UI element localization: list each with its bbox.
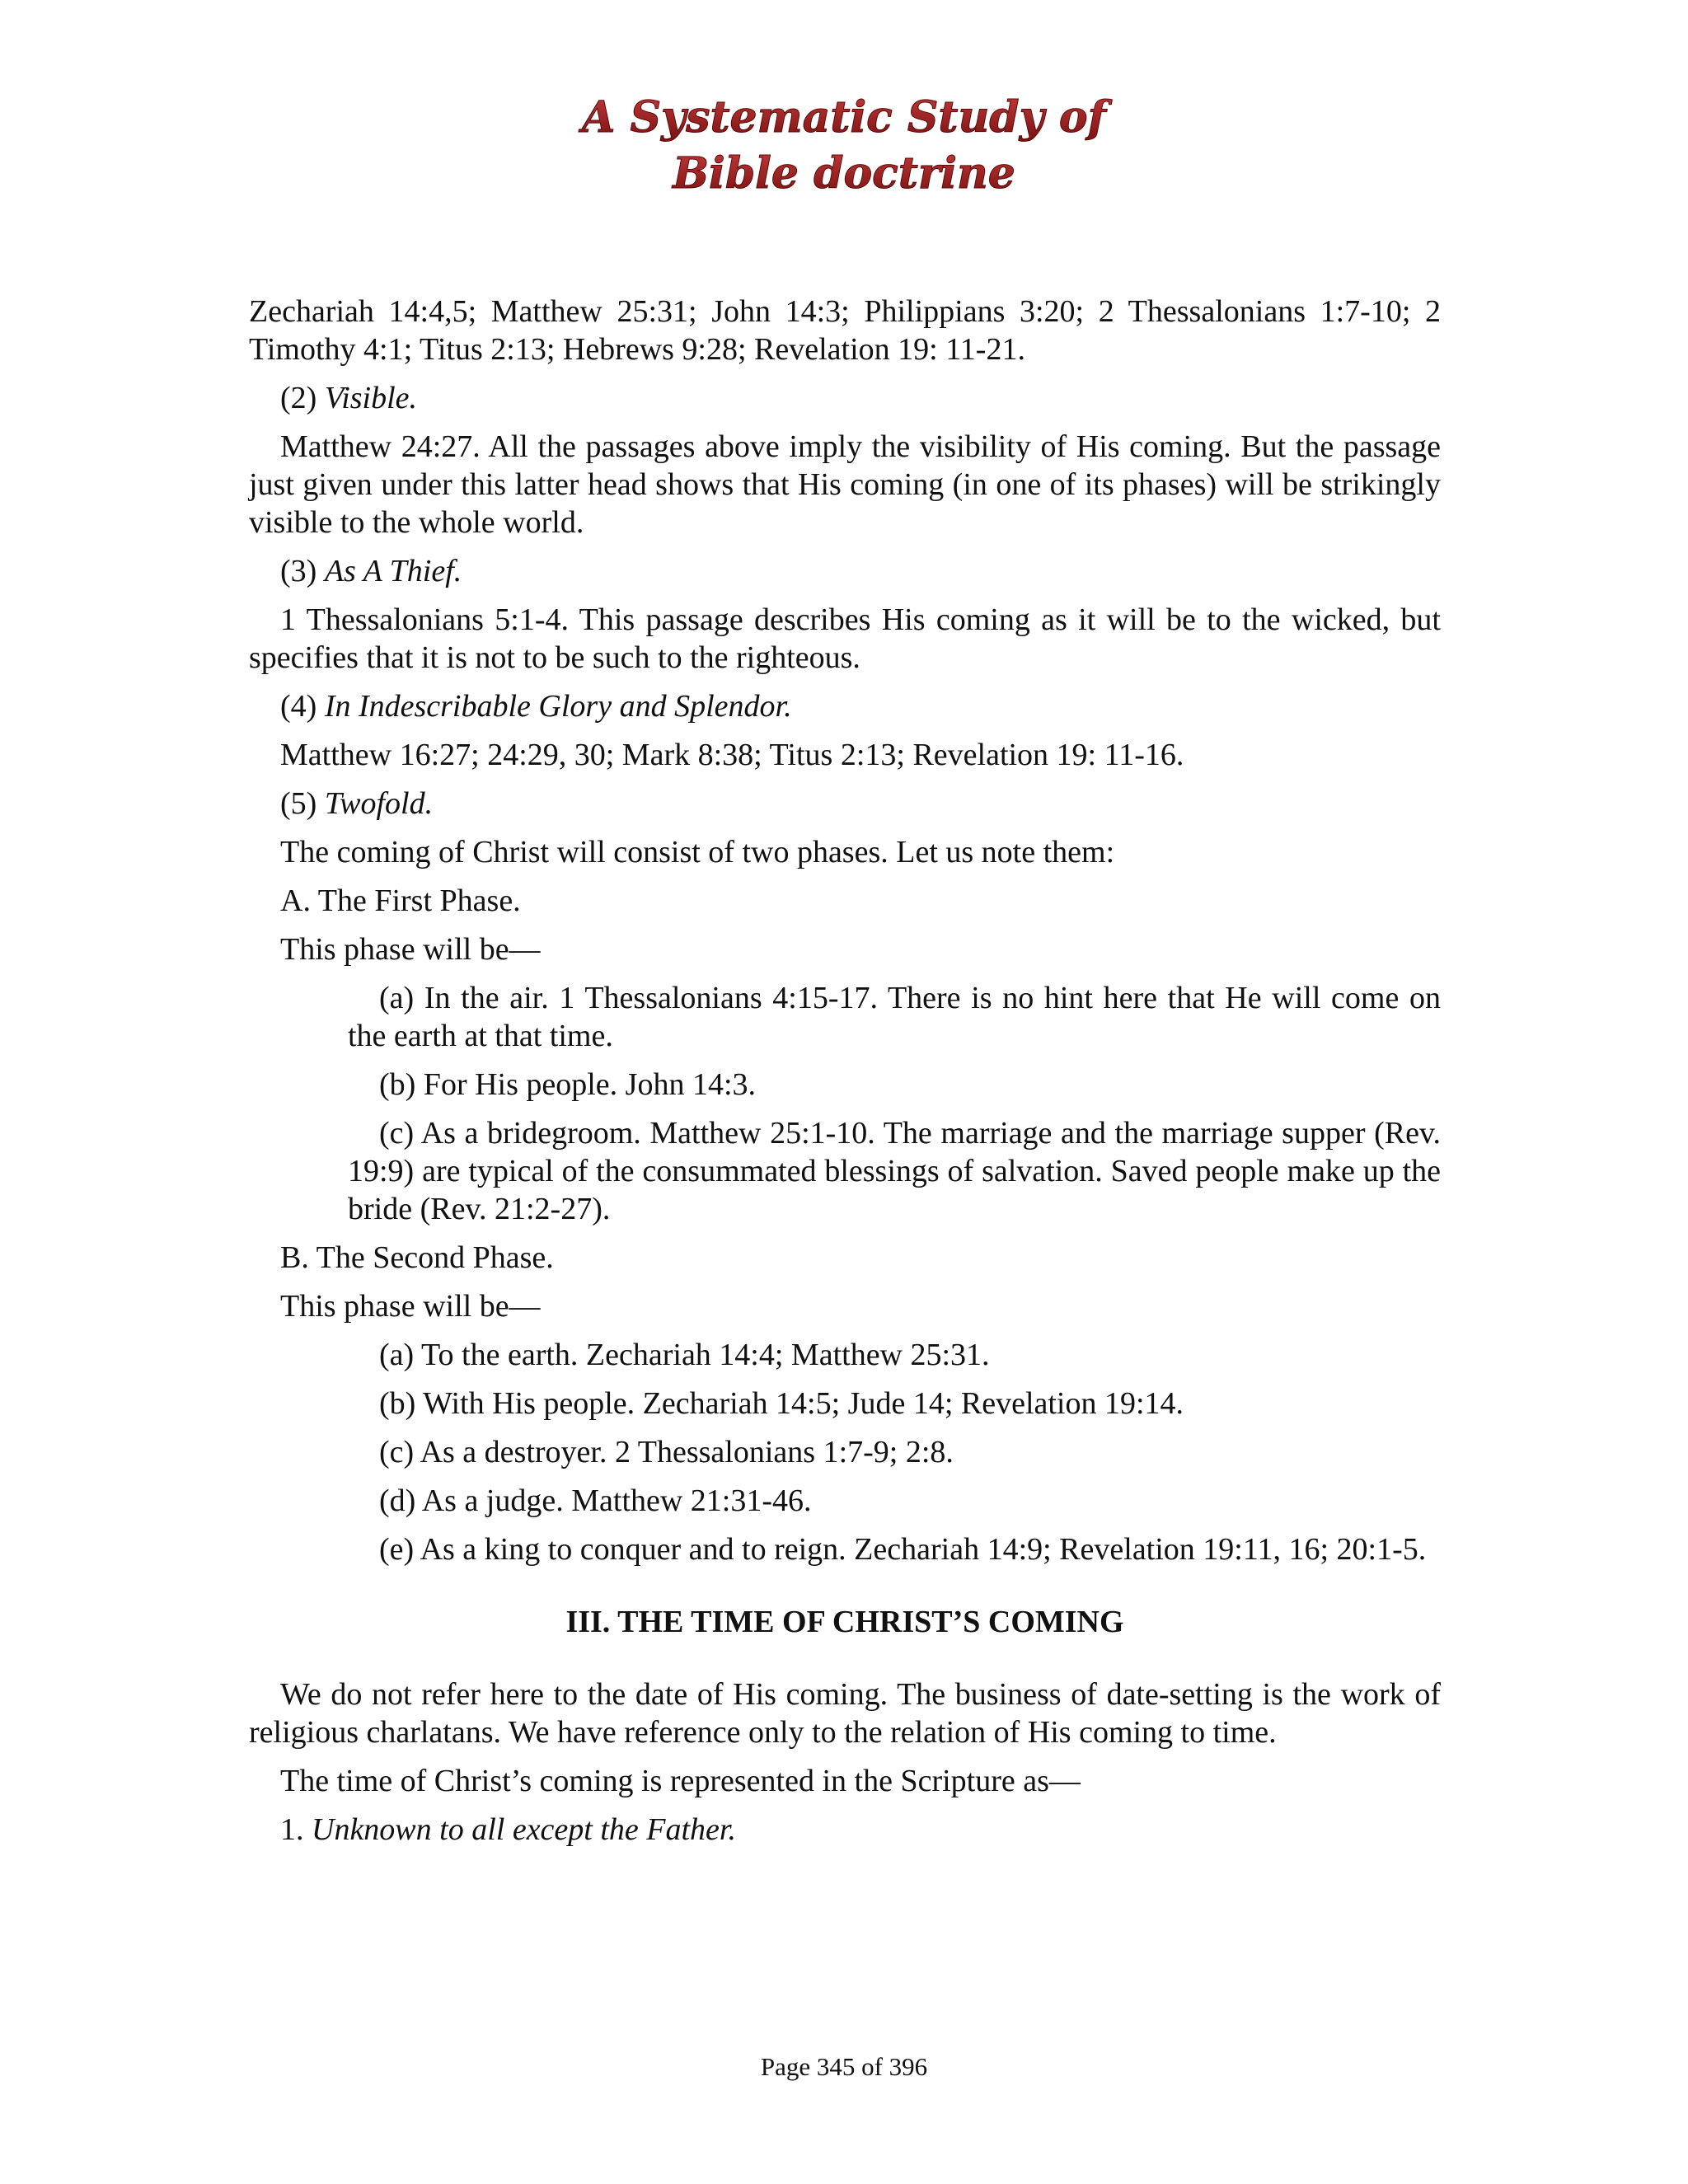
section-heading: III. THE TIME OF CHRIST’S COMING [565,1605,1124,1639]
paragraph-time-intro: We do not refer here to the date of His coming. The business of date-setting is the work of religious charlatans. We have reference only to the relation of His coming to time. [249,1677,1441,1750]
document-body [249,293,1441,1859]
list-item: (b) With His people. Zechariah 14:5; Jude 14; Revelation 19:14. [379,1386,1184,1421]
list-item: (c) As a destroyer. 2 Thessalonians 1:7-9; 2:8. [379,1435,954,1469]
subpoint-title: Visible. [324,381,418,415]
subpoint-title: Twofold. [324,786,434,821]
paragraph-references: Zechariah 14:4,5; Matthew 25:31; John 14:3; Philippians 3:20; 2 Thessalonians 1:7-10; 2 Timothy 4:1; Titus 2:13; Hebrews 9:28; Revelation 19: 11-21. [249,294,1441,367]
subpoint-twofold [249,785,1441,823]
paragraph-twofold-text: The coming of Christ will consist of two phases. Let us note them: [280,835,1115,869]
subpoint-glory [249,687,1441,725]
subpoint-title: Unknown to all except the Father. [312,1812,736,1847]
list-item: (c) As a bridegroom. Matthew 25:1-10. The marriage and the marriage supper (Rev. 19:9) are typical of the consummated blessings of salvation. Saved people make up the bride (Rev. 21:2-27). [348,1116,1441,1226]
phase-a-intro: This phase will be— [280,932,541,967]
subpoint-number: (3) [280,554,325,588]
subpoint-number: 1. [280,1812,312,1847]
list-item: (a) In the air. 1 Thessalonians 4:15-17. There is no hint here that He will come on the earth at that time. [348,981,1441,1053]
subpoint-number: (2) [280,381,325,415]
paragraph-glory-text: Matthew 16:27; 24:29, 30; Mark 8:38; Titus 2:13; Revelation 19: 11-16. [280,738,1184,772]
list-item: (d) As a judge. Matthew 21:31-46. [379,1483,812,1518]
subpoint-thief [249,552,1441,590]
header-logo [0,91,1688,214]
paragraph-visible-text: Matthew 24:27. All the passages above imply the visibility of His coming. But the passage just given under this latter head shows that His coming (in one of its phases) will be strikingly visible to the whole world. [249,429,1441,540]
subpoint-number: (4) [280,689,325,724]
subpoint-number: (5) [280,786,325,821]
paragraph-time-represented: The time of Christ’s coming is represented in the Scripture as— [280,1764,1081,1798]
phase-b-heading: B. The Second Phase. [280,1240,554,1275]
logo-line-1: A Systematic Study of [582,92,1106,143]
subpoint-title: As A Thief. [324,554,462,588]
phase-a-heading: A. The First Phase. [280,883,521,918]
subpoint-title: In Indescribable Glory and Splendor. [324,689,792,724]
subpoint-visible [249,379,1441,417]
list-item: (e) As a king to conquer and to reign. Zechariah 14:9; Revelation 19:11, 16; 20:1-5. [379,1532,1427,1567]
page-number: Page 345 of 396 [760,2052,928,2081]
subpoint-unknown [249,1811,1441,1849]
phase-b-intro: This phase will be— [280,1289,541,1324]
list-item: (a) To the earth. Zechariah 14:4; Matthew 25:31. [379,1338,990,1372]
logo-line-2: Bible doctrine [673,148,1015,199]
paragraph-thief-text: 1 Thessalonians 5:1-4. This passage describes His coming as it will be to the wicked, but specifies that it is not to be such to the righteous. [249,602,1441,675]
blackletter-title-logo [531,91,1157,214]
list-item: (b) For His people. John 14:3. [379,1067,757,1102]
